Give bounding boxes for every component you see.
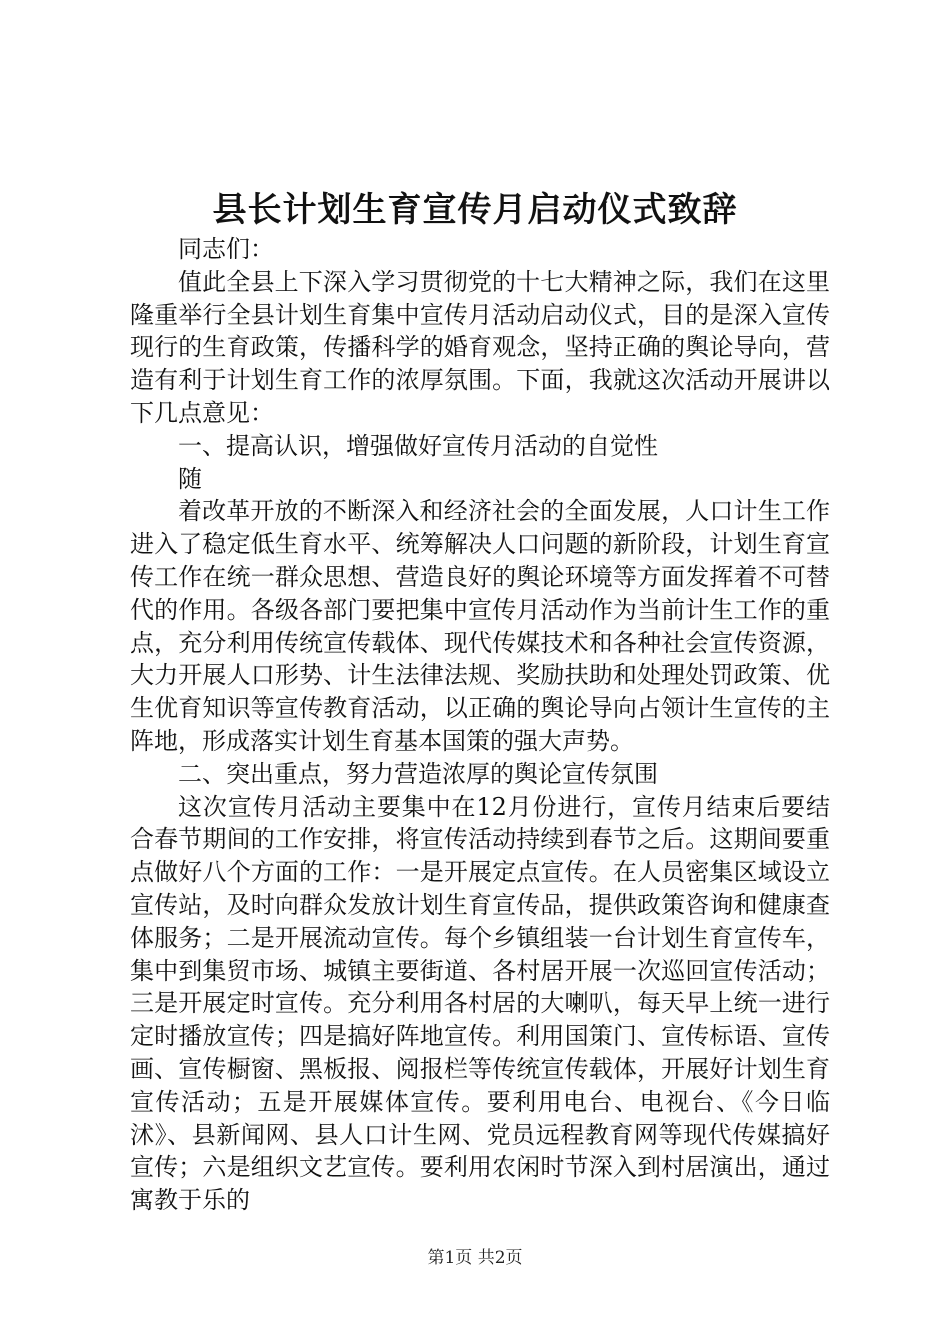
- document-title: 县长计划生育宣传月启动仪式致辞: [212, 190, 738, 230]
- body-paragraph-2: 这次宣传月活动主要集中在12月份进行，宣传月结束后要结合春节期间的工作安排，将宣传活动持续到春节之后。这期间要重点做好八个方面的工作：一是开展定点宣传。在人员密集区域设立宣传站，及时向群众发放计划生育宣传品，提供政策咨询和健康查体服务；二是开展流动宣传。每个乡镇组装一台计划生育宣传车，集中到集贸市场、城镇主要街道、各村居开展一次巡回宣传活动；三是开展定时宣传。充分利用各村居的大喇叭，每天早上统一进行定时播放宣传；四是搞好阵地宣传。利用国策门、宣传标语、宣传画、宣传橱窗、黑板报、阅报栏等传统宣传载体，开展好计划生育宣传活动；五是开展媒体宣传。要利用电台、电视台、《今日临沭》、县新闻网、县人口计生网、党员远程教育网等现代传媒搞好宣传；六是组织文艺宣传。要利用农闲时节深入到村居演出，通过寓教于乐的: [130, 792, 830, 1215]
- body-paragraph-1: 着改革开放的不断深入和经济社会的全面发展，人口计生工作进入了稳定低生育水平、统筹解决人口问题的新阶段，计划生育宣传工作在统一群众思想、营造良好的舆论环境等方面发挥着不可替代的作用。各级各部门要把集中宣传月活动作为当前计生工作的重点，充分利用传统宣传载体、现代传媒技术和各种社会宣传资源，大力开展人口形势、计生法律法规、奖励扶助和处理处罚政策、优生优育知识等宣传教育活动，以正确的舆论导向占领计生宣传的主阵地，形成落实计划生育基本国策的强大声势。: [130, 497, 830, 755]
- salutation-paragraph: 同志们：: [178, 235, 274, 263]
- page-number-footer: 第1页 共2页: [427, 1248, 523, 1268]
- section-heading-2: 二、突出重点，努力营造浓厚的舆论宣传氛围: [178, 759, 658, 788]
- document-body: [130, 233, 830, 1217]
- section-heading-1: 一、提高认识，增强做好宣传月活动的自觉性: [178, 431, 658, 460]
- fragment-paragraph: 随: [178, 464, 202, 493]
- intro-paragraph: 值此全县上下深入学习贯彻党的十七大精神之际，我们在这里隆重举行全县计划生育集中宣传月活动启动仪式，目的是深入宣传现行的生育政策，传播科学的婚育观念，坚持正确的舆论导向，营造有利于计划生育工作的浓厚氛围。下面，我就这次活动开展讲以下几点意见：: [130, 267, 830, 427]
